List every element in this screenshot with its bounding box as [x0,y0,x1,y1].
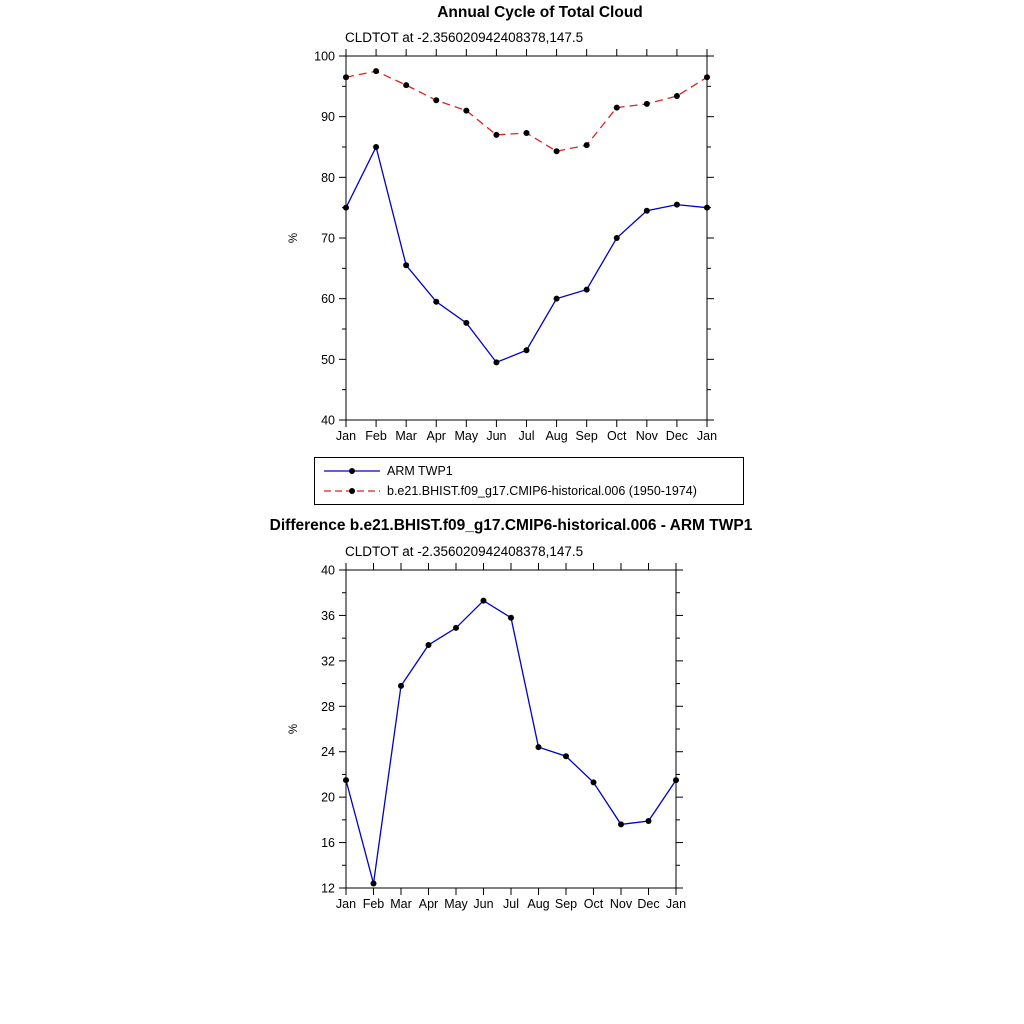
svg-text:100: 100 [314,49,335,64]
svg-text:Apr: Apr [418,897,439,911]
svg-text:Jan: Jan [696,429,718,443]
svg-text:Feb: Feb [362,897,385,911]
svg-text:Jun: Jun [473,897,494,911]
legend-box [314,457,744,505]
legend-label-arm-twp1: ARM TWP1 [387,464,453,478]
svg-text:Jan: Jan [665,897,687,911]
top-chart-title: Annual Cycle of Total Cloud [437,4,643,21]
svg-text:Jun: Jun [486,429,507,443]
svg-text:24: 24 [321,745,335,760]
svg-text:Mar: Mar [395,429,417,443]
bottom-chart-subtitle: CLDTOT at -2.356020942408378,147.5 [345,544,584,559]
svg-text:Oct: Oct [583,897,604,911]
svg-text:Nov: Nov [635,429,658,443]
svg-text:20: 20 [321,790,335,805]
svg-text:May: May [444,897,468,911]
svg-text:90: 90 [321,110,335,125]
svg-text:Mar: Mar [390,897,412,911]
svg-text:Dec: Dec [637,897,660,911]
legend-item-model [315,481,743,501]
svg-text:Jan: Jan [335,897,357,911]
svg-text:Sep: Sep [554,897,578,911]
legend-line-sample-arm [322,464,382,478]
svg-text:40: 40 [321,413,335,428]
svg-text:36: 36 [321,608,335,623]
svg-text:Jul: Jul [503,897,519,911]
bottom-chart-title: Difference b.e21.BHIST.f09_g17.CMIP6-historical.006 - ARM TWP1 [269,517,753,534]
svg-text:Aug: Aug [545,429,568,443]
svg-text:Nov: Nov [609,897,633,911]
svg-text:Jan: Jan [335,429,357,443]
svg-text:70: 70 [321,231,335,246]
svg-text:Dec: Dec [665,429,689,443]
svg-text:12: 12 [321,881,335,896]
svg-text:Oct: Oct [607,429,627,443]
svg-text:16: 16 [321,836,335,851]
svg-text:60: 60 [321,292,335,307]
legend-line-sample-model [322,484,382,498]
svg-text:80: 80 [321,170,335,185]
svg-text:%: % [288,723,300,735]
svg-text:Sep: Sep [575,429,598,443]
svg-text:Apr: Apr [426,429,446,443]
svg-text:Feb: Feb [365,429,387,443]
svg-text:%: % [288,232,300,244]
svg-text:Aug: Aug [527,897,550,911]
svg-text:28: 28 [321,699,335,714]
top-chart-subtitle: CLDTOT at -2.356020942408378,147.5 [345,30,584,45]
svg-text:Jul: Jul [518,429,535,443]
legend-item-arm-twp1 [315,461,743,481]
legend-label-model: b.e21.BHIST.f09_g17.CMIP6-historical.006 (1950-1974) [387,484,697,498]
svg-text:May: May [454,429,479,443]
svg-text:32: 32 [321,654,335,669]
svg-text:40: 40 [321,563,335,578]
svg-text:50: 50 [321,352,335,367]
